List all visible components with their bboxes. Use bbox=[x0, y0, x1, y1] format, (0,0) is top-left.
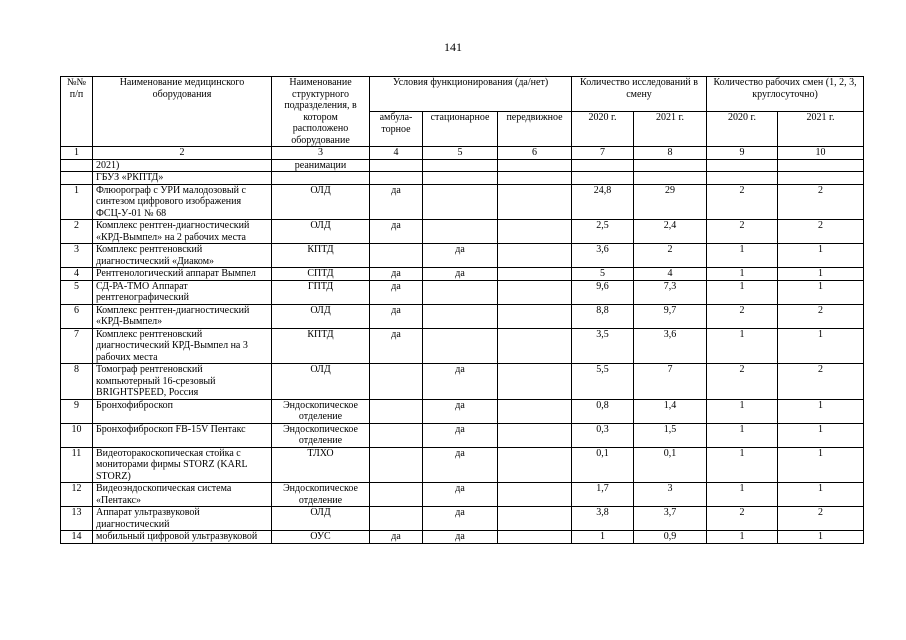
mobile-value bbox=[498, 507, 572, 531]
count-2020: 3,5 bbox=[572, 328, 634, 364]
count-2021: 2 bbox=[634, 244, 707, 268]
shifts-2020: 1 bbox=[707, 268, 778, 281]
equipment-name: Комплекс рентген-диагностический «КРД-Вымпел» bbox=[93, 304, 272, 328]
department-name: Эндоскопическое отделение bbox=[272, 483, 370, 507]
ambulatory-value: да bbox=[370, 328, 423, 364]
department-name: ОЛД bbox=[272, 220, 370, 244]
colnum: 3 bbox=[272, 147, 370, 160]
shifts-2021: 1 bbox=[778, 244, 864, 268]
equipment-name: Видеоэндоскопическая система «Пентакс» bbox=[93, 483, 272, 507]
row-number: 3 bbox=[61, 244, 93, 268]
mobile-value bbox=[498, 184, 572, 220]
mobile-value bbox=[498, 220, 572, 244]
shifts-2021: 1 bbox=[778, 483, 864, 507]
stationary-value bbox=[423, 220, 498, 244]
shifts-2020: 2 bbox=[707, 220, 778, 244]
stationary-value: да bbox=[423, 244, 498, 268]
colnum: 9 bbox=[707, 147, 778, 160]
colnum: 2 bbox=[93, 147, 272, 160]
colnum: 1 bbox=[61, 147, 93, 160]
count-2021: 1,4 bbox=[634, 399, 707, 423]
count-2021: 0,9 bbox=[634, 531, 707, 544]
header-ambulatory: амбула-торное bbox=[370, 112, 423, 147]
ambulatory-value bbox=[370, 483, 423, 507]
ambulatory-value bbox=[370, 244, 423, 268]
header-count-2020: 2020 г. bbox=[572, 112, 634, 147]
count-2020: 1,7 bbox=[572, 483, 634, 507]
stationary-value: да bbox=[423, 507, 498, 531]
department-name: ОЛД bbox=[272, 304, 370, 328]
continuation-row bbox=[61, 159, 864, 172]
count-2021: 3,7 bbox=[634, 507, 707, 531]
mobile-value bbox=[498, 268, 572, 281]
equipment-name: Комплекс рентгеновский диагностический «Диаком» bbox=[93, 244, 272, 268]
colnum: 5 bbox=[423, 147, 498, 160]
colnum: 8 bbox=[634, 147, 707, 160]
ambulatory-value: да bbox=[370, 304, 423, 328]
page-number: 141 bbox=[444, 40, 462, 54]
count-2021: 9,7 bbox=[634, 304, 707, 328]
equipment-name: Комплекс рентген-диагностический «КРД-Вымпел» на 2 рабочих места bbox=[93, 220, 272, 244]
department-name: ТЛХО bbox=[272, 447, 370, 483]
count-2020: 0,1 bbox=[572, 447, 634, 483]
mobile-value bbox=[498, 483, 572, 507]
count-2020: 0,3 bbox=[572, 423, 634, 447]
department-name: ОЛД bbox=[272, 364, 370, 400]
row-number: 4 bbox=[61, 268, 93, 281]
department-name: ОЛД bbox=[272, 507, 370, 531]
table-row bbox=[61, 483, 864, 507]
row-number: 5 bbox=[61, 280, 93, 304]
table-row bbox=[61, 220, 864, 244]
shifts-2020: 2 bbox=[707, 507, 778, 531]
header-equipment: Наименование медицинского оборудования bbox=[93, 77, 272, 147]
row-number: 13 bbox=[61, 507, 93, 531]
table-row bbox=[61, 304, 864, 328]
table-row bbox=[61, 399, 864, 423]
stationary-value bbox=[423, 328, 498, 364]
count-2020: 5,5 bbox=[572, 364, 634, 400]
count-2020: 3,6 bbox=[572, 244, 634, 268]
ambulatory-value bbox=[370, 399, 423, 423]
count-2020: 24,8 bbox=[572, 184, 634, 220]
row-number: 11 bbox=[61, 447, 93, 483]
row-number: 8 bbox=[61, 364, 93, 400]
mobile-value bbox=[498, 304, 572, 328]
row-number: 14 bbox=[61, 531, 93, 544]
mobile-value bbox=[498, 364, 572, 400]
shifts-2021: 2 bbox=[778, 507, 864, 531]
department-name: КПТД bbox=[272, 244, 370, 268]
mobile-value bbox=[498, 399, 572, 423]
department-name: КПТД bbox=[272, 328, 370, 364]
mobile-value bbox=[498, 531, 572, 544]
row-number: 12 bbox=[61, 483, 93, 507]
mobile-value bbox=[498, 423, 572, 447]
shifts-2021: 1 bbox=[778, 399, 864, 423]
equipment-name: Томограф рентгеновский компьютерный 16-срезовый BRIGHTSPEED, Россия bbox=[93, 364, 272, 400]
shifts-2021: 1 bbox=[778, 268, 864, 281]
department-name: Эндоскопическое отделение bbox=[272, 399, 370, 423]
stationary-value: да bbox=[423, 364, 498, 400]
count-2021: 29 bbox=[634, 184, 707, 220]
stationary-value: да bbox=[423, 531, 498, 544]
header-count: Количество исследований в смену bbox=[572, 77, 707, 112]
column-number-row bbox=[61, 147, 864, 160]
count-2020: 8,8 bbox=[572, 304, 634, 328]
ambulatory-value bbox=[370, 364, 423, 400]
shifts-2020: 2 bbox=[707, 304, 778, 328]
count-2020: 5 bbox=[572, 268, 634, 281]
row-number: 9 bbox=[61, 399, 93, 423]
stationary-value: да bbox=[423, 268, 498, 281]
header-stationary: стационарное bbox=[423, 112, 498, 147]
stationary-value bbox=[423, 184, 498, 220]
ambulatory-value: да bbox=[370, 531, 423, 544]
shifts-2020: 1 bbox=[707, 531, 778, 544]
shifts-2020: 1 bbox=[707, 423, 778, 447]
ambulatory-value: да bbox=[370, 184, 423, 220]
count-2021: 7,3 bbox=[634, 280, 707, 304]
shifts-2020: 1 bbox=[707, 328, 778, 364]
equipment-name: Флюорограф с УРИ малодозовый с синтезом цифрового изображения ФСЦ-У-01 № 68 bbox=[93, 184, 272, 220]
row-number: 2 bbox=[61, 220, 93, 244]
count-2020: 0,8 bbox=[572, 399, 634, 423]
continuation-equipment: 2021) bbox=[93, 159, 272, 172]
equipment-name: Аппарат ультразвуковой диагностический bbox=[93, 507, 272, 531]
shifts-2020: 1 bbox=[707, 280, 778, 304]
shifts-2021: 1 bbox=[778, 280, 864, 304]
mobile-value bbox=[498, 280, 572, 304]
colnum: 10 bbox=[778, 147, 864, 160]
table-row bbox=[61, 268, 864, 281]
equipment-name: Комплекс рентгеновский диагностический КРД-Вымпел на 3 рабочих места bbox=[93, 328, 272, 364]
table-row bbox=[61, 244, 864, 268]
header-conditions: Условия функционирования (да/нет) bbox=[370, 77, 572, 112]
shifts-2021: 2 bbox=[778, 184, 864, 220]
shifts-2020: 1 bbox=[707, 244, 778, 268]
row-number: 10 bbox=[61, 423, 93, 447]
continuation-department: реанимации bbox=[272, 159, 370, 172]
header-count-2021: 2021 г. bbox=[634, 112, 707, 147]
ambulatory-value: да bbox=[370, 220, 423, 244]
count-2020: 3,8 bbox=[572, 507, 634, 531]
count-2021: 0,1 bbox=[634, 447, 707, 483]
row-number: 6 bbox=[61, 304, 93, 328]
table-row bbox=[61, 328, 864, 364]
header-shifts: Количество рабочих смен (1, 2, 3, круглосуточно) bbox=[707, 77, 864, 112]
header-shifts-2021: 2021 г. bbox=[778, 112, 864, 147]
header-mobile: передвижное bbox=[498, 112, 572, 147]
department-name: ГПТД bbox=[272, 280, 370, 304]
header-num: №№ п/п bbox=[61, 77, 93, 147]
count-2020: 9,6 bbox=[572, 280, 634, 304]
stationary-value bbox=[423, 304, 498, 328]
shifts-2020: 1 bbox=[707, 447, 778, 483]
count-2021: 7 bbox=[634, 364, 707, 400]
table-header bbox=[61, 77, 864, 147]
mobile-value bbox=[498, 244, 572, 268]
count-2020: 1 bbox=[572, 531, 634, 544]
ambulatory-value: да bbox=[370, 268, 423, 281]
ambulatory-value bbox=[370, 507, 423, 531]
stationary-value bbox=[423, 280, 498, 304]
organization-name: ГБУЗ «РКПТД» bbox=[93, 172, 272, 185]
shifts-2021: 1 bbox=[778, 447, 864, 483]
colnum: 4 bbox=[370, 147, 423, 160]
colnum: 6 bbox=[498, 147, 572, 160]
stationary-value: да bbox=[423, 483, 498, 507]
table-row bbox=[61, 507, 864, 531]
equipment-name: мобильный цифровой ультразвуковой bbox=[93, 531, 272, 544]
department-name: ОУС bbox=[272, 531, 370, 544]
shifts-2020: 2 bbox=[707, 364, 778, 400]
shifts-2020: 1 bbox=[707, 483, 778, 507]
department-name: СПТД bbox=[272, 268, 370, 281]
colnum: 7 bbox=[572, 147, 634, 160]
shifts-2021: 2 bbox=[778, 304, 864, 328]
count-2021: 3 bbox=[634, 483, 707, 507]
shifts-2020: 1 bbox=[707, 399, 778, 423]
table-row bbox=[61, 447, 864, 483]
table-row bbox=[61, 184, 864, 220]
ambulatory-value bbox=[370, 423, 423, 447]
count-2021: 3,6 bbox=[634, 328, 707, 364]
equipment-name: Рентгенологический аппарат Вымпел bbox=[93, 268, 272, 281]
shifts-2021: 1 bbox=[778, 531, 864, 544]
department-name: ОЛД bbox=[272, 184, 370, 220]
shifts-2021: 2 bbox=[778, 364, 864, 400]
organization-row bbox=[61, 172, 864, 185]
table-row bbox=[61, 280, 864, 304]
shifts-2021: 1 bbox=[778, 423, 864, 447]
count-2020: 2,5 bbox=[572, 220, 634, 244]
equipment-table bbox=[60, 76, 864, 544]
header-shifts-2020: 2020 г. bbox=[707, 112, 778, 147]
department-name: Эндоскопическое отделение bbox=[272, 423, 370, 447]
stationary-value: да bbox=[423, 423, 498, 447]
equipment-name: Видеоторакоскопическая стойка с мониторами фирмы STORZ (KARL STORZ) bbox=[93, 447, 272, 483]
mobile-value bbox=[498, 328, 572, 364]
ambulatory-value: да bbox=[370, 280, 423, 304]
row-number: 1 bbox=[61, 184, 93, 220]
ambulatory-value bbox=[370, 447, 423, 483]
stationary-value: да bbox=[423, 447, 498, 483]
stationary-value: да bbox=[423, 399, 498, 423]
shifts-2020: 2 bbox=[707, 184, 778, 220]
count-2021: 4 bbox=[634, 268, 707, 281]
equipment-name: СД-РА-ТМО Аппарат рентгенографический bbox=[93, 280, 272, 304]
table-row bbox=[61, 423, 864, 447]
table-row bbox=[61, 531, 864, 544]
mobile-value bbox=[498, 447, 572, 483]
row-number: 7 bbox=[61, 328, 93, 364]
shifts-2021: 2 bbox=[778, 220, 864, 244]
shifts-2021: 1 bbox=[778, 328, 864, 364]
count-2021: 2,4 bbox=[634, 220, 707, 244]
equipment-name: Бронхофиброскоп bbox=[93, 399, 272, 423]
count-2021: 1,5 bbox=[634, 423, 707, 447]
table-row bbox=[61, 364, 864, 400]
equipment-name: Бронхофиброскоп FB-15V Пентакс bbox=[93, 423, 272, 447]
header-department: Наименование структурного подразделения, в котором расположено оборудование bbox=[272, 77, 370, 147]
